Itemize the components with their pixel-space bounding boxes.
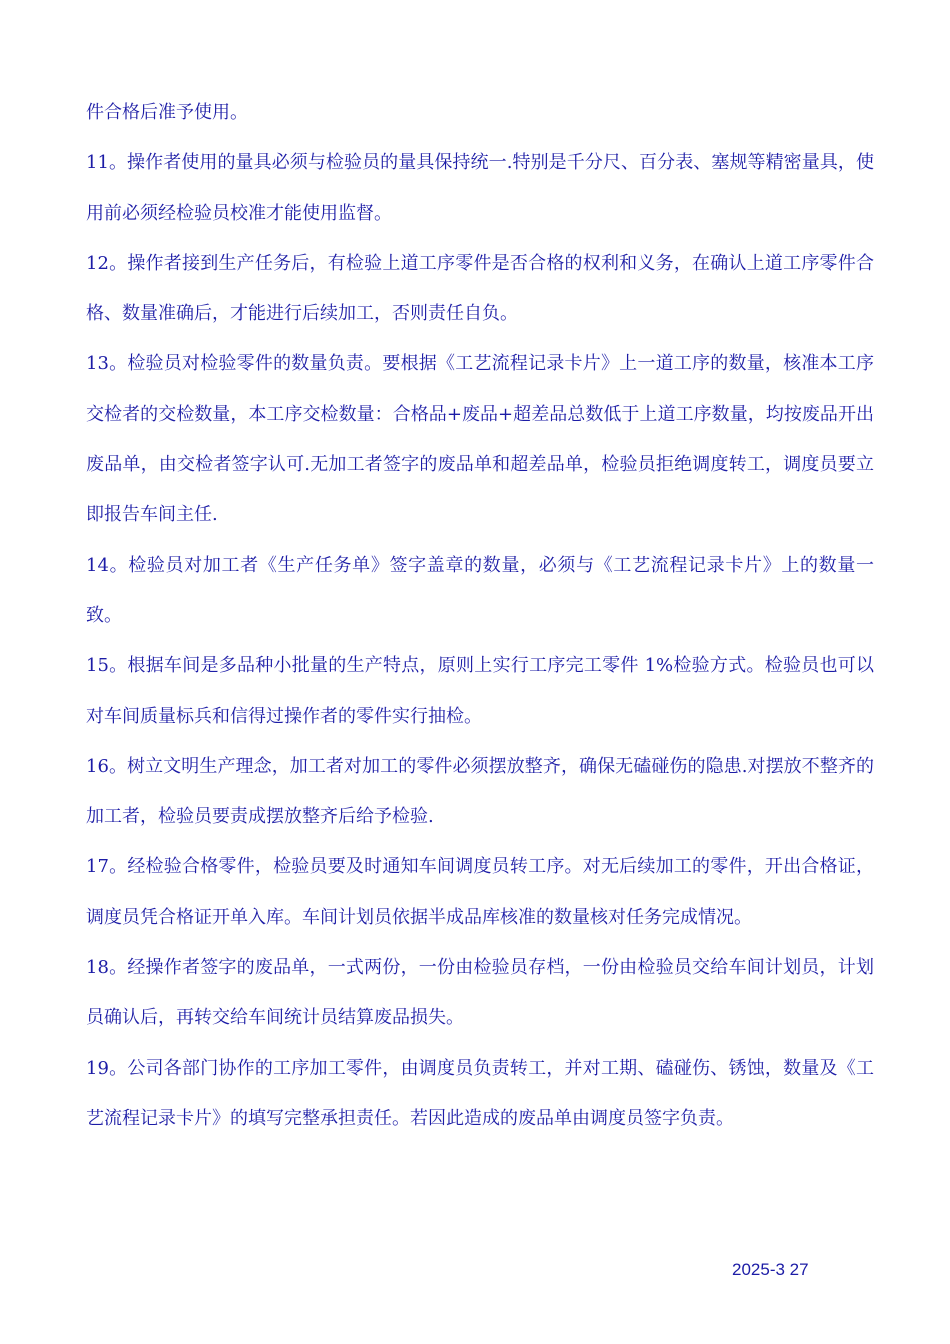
document-body — [86, 88, 874, 1144]
paragraph-15: 15。根据车间是多品种小批量的生产特点，原则上实行工序完工零件 1%检验方式。检验员也可以对车间质量标兵和信得过操作者的零件实行抽检。 — [86, 655, 874, 727]
paragraph-14: 14。检验员对加工者《生产任务单》签字盖章的数量，必须与《工艺流程记录卡片》上的数量一致。 — [86, 554, 874, 626]
paragraph-18: 18。经操作者签字的废品单，一式两份，一份由检验员存档，一份由检验员交给车间计划员，计划员确认后，再转交给车间统计员结算废品损失。 — [86, 957, 874, 1029]
paragraph-17: 17。经检验合格零件，检验员要及时通知车间调度员转工序。对无后续加工的零件，开出合格证，调度员凭合格证开单入库。车间计划员依据半成品库核准的数量核对任务完成情况。 — [86, 856, 874, 928]
paragraph-13: 13。检验员对检验零件的数量负责。要根据《工艺流程记录卡片》上一道工序的数量，核准本工序交检者的交检数量，本工序交检数量：合格品+废品+超差品总数低于上道工序数量，均按废品开出废品单，由交检者签字认可.无加工者签字的废品单和超差品单，检验员拒绝调度转工，调度员要立即报告车间主任. — [86, 353, 874, 526]
paragraph-12: 12。操作者接到生产任务后，有检验上道工序零件是否合格的权利和义务，在确认上道工序零件合格、数量准确后，才能进行后续加工，否则责任自负。 — [86, 252, 874, 325]
paragraph-16: 16。树立文明生产理念，加工者对加工的零件必须摆放整齐，确保无磕碰伤的隐患.对摆放不整齐的加工者，检验员要责成摆放整齐后给予检验. — [86, 755, 874, 828]
footer-date: 2025-3 27 — [732, 1260, 809, 1279]
paragraph-11: 11。操作者使用的量具必须与检验员的量具保持统一.特别是千分尺、百分表、塞规等精密量具，使用前必须经检验员校准才能使用监督。 — [86, 152, 874, 224]
paragraph-continuation: 件合格后准予使用。 — [86, 102, 248, 123]
paragraph-19: 19。公司各部门协作的工序加工零件，由调度员负责转工，并对工期、磕碰伤、锈蚀，数量及《工艺流程记录卡片》的填写完整承担责任。若因此造成的废品单由调度员签字负责。 — [86, 1057, 874, 1129]
